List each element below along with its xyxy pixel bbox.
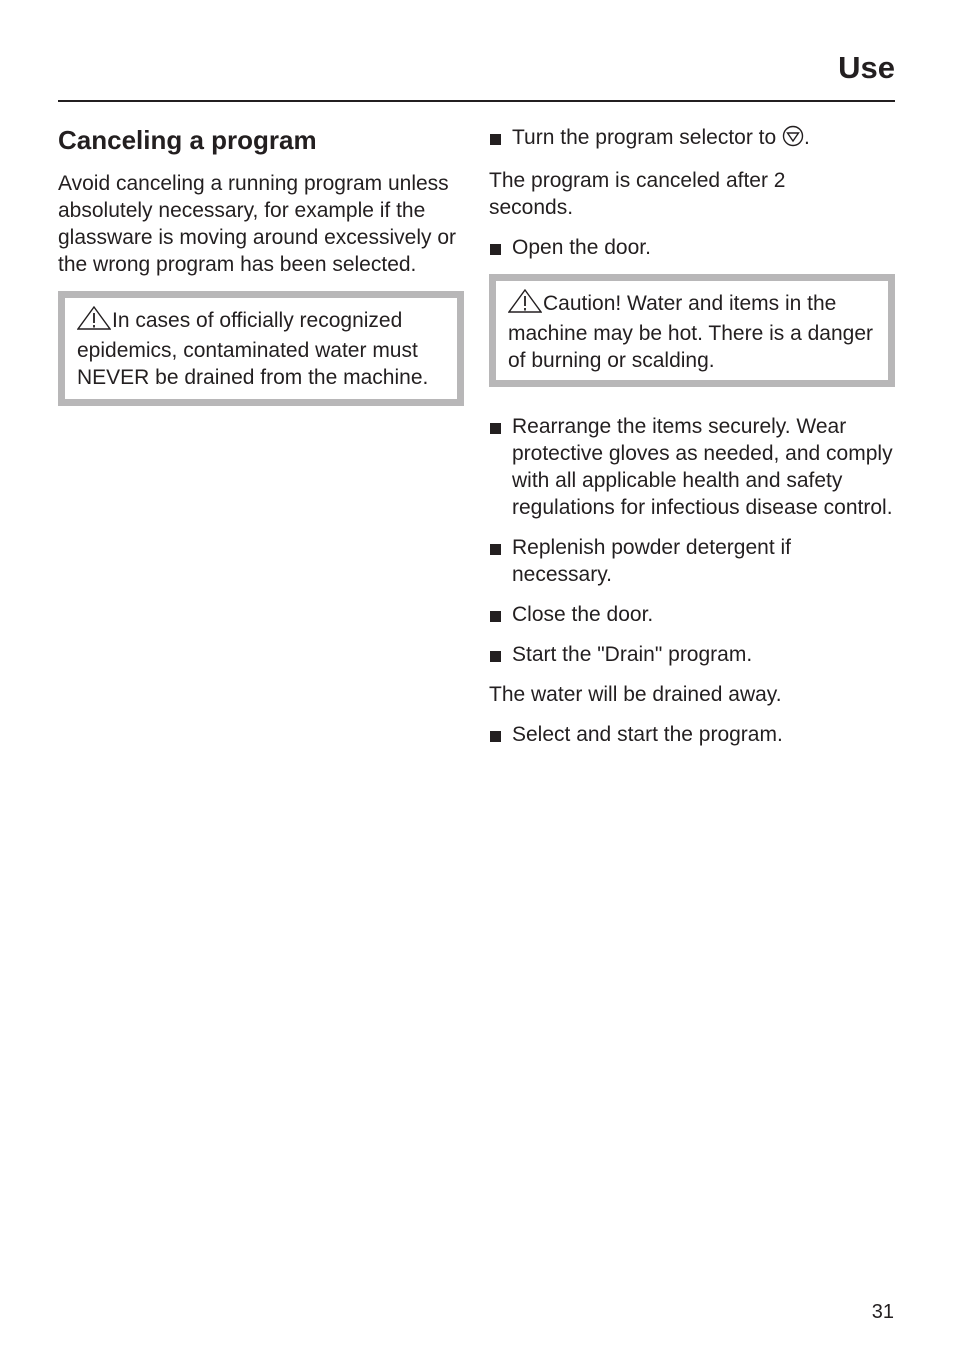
- list-item: Rearrange the items securely. Wear protective gloves as needed, and comply with all applicable health and safety regulations for infectious disease control.: [489, 413, 895, 521]
- list-item: Start the "Drain" program.: [489, 641, 895, 668]
- warning-triangle-icon: [77, 306, 111, 337]
- caution-text: Caution! Water and items in the machine may be hot. There is a danger of burning or scalding.: [508, 292, 873, 372]
- list-item: Select and start the program.: [489, 721, 895, 748]
- right-column: [489, 124, 895, 761]
- header-rule: [58, 100, 895, 102]
- step-turn-suffix: .: [804, 126, 810, 149]
- intro-paragraph: Avoid canceling a running program unless absolutely necessary, for example if the glassware is moving around excessively or the wrong program has been selected.: [58, 172, 457, 276]
- warning-triangle-icon: [508, 289, 542, 320]
- steps-list-2: [489, 234, 895, 261]
- steps-list-4: [489, 721, 895, 748]
- cancel-note: The program is canceled after 2 seconds.: [489, 169, 786, 219]
- section-title: Use: [838, 50, 895, 85]
- list-item: Close the door.: [489, 601, 895, 628]
- drain-program-icon: [782, 125, 804, 154]
- warning-box: [58, 291, 464, 406]
- list-item: Open the door.: [489, 234, 895, 261]
- page-number: 31: [871, 1301, 894, 1323]
- warning-text: In cases of officially recognized epidemics, contaminated water must NEVER be drained from the machine.: [77, 309, 429, 389]
- step-turn-text: Turn the program selector to: [512, 126, 777, 149]
- caution-box: [489, 274, 895, 387]
- list-item: [489, 124, 895, 154]
- list-item: Replenish powder detergent if necessary.: [489, 534, 895, 588]
- section-heading: Canceling a program: [58, 125, 317, 155]
- steps-list-3: [489, 413, 895, 668]
- left-column: [58, 124, 464, 419]
- steps-list-1: [489, 124, 895, 154]
- drain-note: The water will be drained away.: [489, 683, 782, 706]
